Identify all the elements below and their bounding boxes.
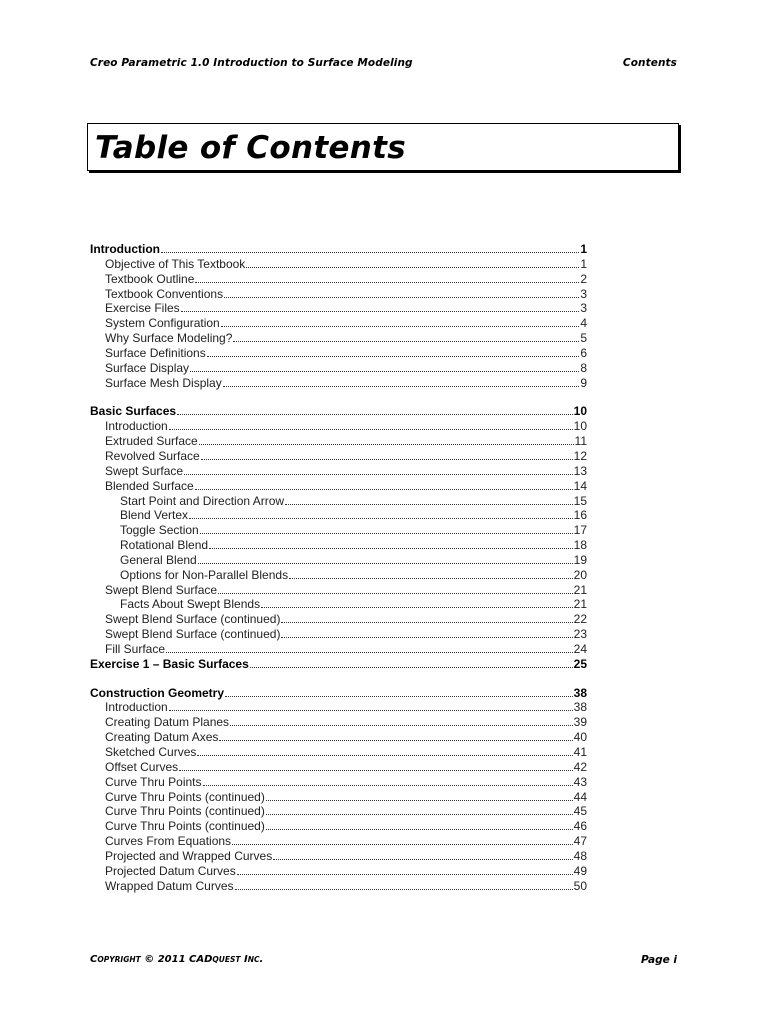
toc-entry-page: 50	[573, 878, 587, 893]
title-box	[87, 123, 679, 171]
toc-entry-label: Curve Thru Points (continued)	[105, 819, 265, 834]
toc-entry-label: Revolved Surface	[105, 448, 200, 463]
dot-leader	[223, 377, 580, 387]
toc-entry-label: Projected Datum Curves	[105, 863, 236, 878]
toc-entry-page: 38	[573, 685, 587, 700]
toc-entry-page: 12	[573, 448, 587, 463]
toc-entry[interactable]	[90, 287, 587, 302]
toc-entry-label: Creating Datum Planes	[105, 715, 230, 730]
toc-entry-page: 5	[580, 331, 587, 346]
toc-entry-label: Introduction	[105, 700, 168, 715]
toc-entry[interactable]	[90, 879, 587, 894]
toc-entry-page: 1	[580, 242, 587, 256]
toc-entry-page: 41	[573, 745, 587, 759]
toc-entry[interactable]	[90, 730, 587, 745]
toc-entry-label: Toggle Section	[120, 523, 199, 538]
page-title: Table of Contents	[95, 130, 406, 166]
dot-leader	[189, 509, 573, 519]
toc-entry-label: Introduction	[105, 419, 168, 434]
toc-entry-page: 3	[580, 301, 587, 316]
toc-entry-page: 40	[573, 730, 587, 745]
toc-entry-page: 23	[573, 627, 587, 642]
toc-entry-page: 10	[573, 404, 587, 419]
dot-leader	[219, 731, 572, 741]
toc-entry-label: Facts About Swept Blends	[120, 597, 261, 612]
dot-leader	[203, 776, 573, 786]
dot-leader	[195, 273, 579, 283]
toc-entry[interactable]	[90, 508, 587, 523]
toc-entry-label: Options for Non-Parallel Blends	[120, 567, 289, 582]
toc-entry-label: General Blend	[120, 552, 197, 567]
toc-entry-page: 10	[573, 419, 587, 434]
footer-copyright: COPYRIGHT © 2011 CADQUEST INC.	[90, 954, 264, 965]
toc-entry[interactable]	[90, 849, 587, 864]
toc-entry-page: 17	[573, 523, 587, 538]
toc-entry-page: 18	[573, 538, 587, 553]
toc-entry-label: Curve Thru Points (continued)	[105, 789, 265, 804]
toc-entry-label: Construction Geometry	[90, 685, 225, 700]
toc-entry[interactable]	[90, 612, 587, 627]
toc-entry[interactable]	[90, 361, 587, 376]
toc-entry-label: Exercise 1 – Basic Surfaces	[90, 656, 249, 671]
toc-entry[interactable]	[90, 464, 587, 479]
toc-entry-label: Surface Display	[105, 360, 190, 375]
toc-entry-label: Curve Thru Points (continued)	[105, 804, 265, 819]
toc-entry-page: 6	[580, 345, 587, 360]
toc-entry[interactable]	[90, 819, 587, 834]
running-header	[90, 57, 677, 69]
dot-leader	[184, 465, 573, 475]
header-book-title: Creo Parametric 1.0 Introduction to Surface Modeling	[90, 57, 413, 69]
toc-entry-page: 20	[573, 567, 587, 582]
toc-entry[interactable]	[90, 775, 587, 790]
toc-entry-page: 49	[573, 863, 587, 878]
dot-leader	[266, 820, 573, 830]
toc-entry-label: Blend Vertex	[120, 508, 189, 523]
dot-leader	[266, 805, 573, 815]
dot-leader	[179, 761, 573, 771]
dot-leader	[169, 420, 573, 430]
toc-entry-page: 19	[573, 552, 587, 567]
toc-entry-label: Surface Mesh Display	[105, 375, 222, 390]
toc-entry[interactable]	[90, 834, 587, 849]
toc-entry-page: 4	[580, 316, 587, 331]
dot-leader	[246, 258, 579, 268]
toc-entry-label: System Configuration	[105, 316, 220, 331]
dot-leader	[224, 288, 579, 298]
dot-leader	[289, 569, 573, 579]
toc-entry[interactable]	[90, 479, 587, 494]
toc-entry-label: Surface Definitions	[105, 345, 206, 360]
toc-entry-page: 46	[573, 819, 587, 834]
dot-leader	[273, 850, 572, 860]
toc-entry-label: Curve Thru Points	[105, 774, 202, 789]
toc-entry-page: 3	[580, 286, 587, 301]
dot-leader	[199, 435, 574, 445]
toc-entry-page: 47	[573, 834, 587, 849]
toc-entry[interactable]	[90, 419, 587, 434]
toc-entry-label: Swept Surface	[105, 463, 184, 478]
toc-entry-page: 14	[573, 478, 587, 493]
toc-entry-page: 8	[580, 360, 587, 375]
toc-entry[interactable]	[90, 449, 587, 464]
toc-entry-label: Introduction	[90, 242, 160, 256]
toc-entry[interactable]	[90, 790, 587, 805]
toc-entry[interactable]	[90, 804, 587, 819]
toc-entry-page: 11	[574, 434, 587, 449]
toc-entry-label: Swept Blend Surface	[105, 582, 218, 597]
toc-entry-page: 1	[580, 256, 587, 271]
toc-entry-label: Creating Datum Axes	[105, 730, 219, 745]
toc-entry[interactable]	[90, 242, 587, 257]
toc-entry-label: Textbook Outline	[105, 271, 195, 286]
toc-entry-label: Projected and Wrapped Curves	[105, 848, 273, 863]
toc-entry-page: 39	[573, 715, 587, 730]
toc-entry[interactable]	[90, 686, 587, 701]
toc-entry[interactable]	[90, 434, 587, 449]
dot-leader	[233, 332, 579, 342]
toc-entry-page: 21	[573, 582, 587, 597]
toc-entry[interactable]	[90, 331, 587, 346]
dot-leader	[169, 701, 573, 711]
toc-entry-label: Rotational Blend	[120, 538, 209, 553]
toc-entry[interactable]	[90, 272, 587, 287]
dot-leader	[197, 746, 572, 756]
footer-page-number: Page i	[640, 954, 677, 966]
toc-entry[interactable]	[90, 627, 587, 642]
toc-entry-page: 25	[573, 656, 587, 671]
dot-leader	[181, 302, 580, 312]
toc-entry[interactable]	[90, 642, 587, 657]
toc-entry-page: 21	[573, 597, 587, 612]
dot-leader	[209, 539, 573, 549]
dot-leader	[235, 880, 573, 890]
toc-entry[interactable]	[90, 523, 587, 538]
toc-entry-page: 16	[573, 508, 587, 523]
dot-leader	[232, 835, 573, 845]
dot-leader	[201, 450, 573, 460]
header-section-name: Contents	[622, 57, 677, 69]
dot-leader	[207, 347, 580, 357]
toc-section	[90, 242, 587, 390]
toc-entry-label: Basic Surfaces	[90, 404, 177, 419]
toc-entry-page: 38	[573, 700, 587, 715]
toc-entry-label: Swept Blend Surface (continued)	[105, 627, 281, 642]
toc-entry[interactable]	[90, 657, 587, 672]
toc-entry-page: 42	[573, 759, 587, 774]
toc-entry-label: Blended Surface	[105, 478, 194, 493]
toc-entry-page: 13	[573, 463, 587, 478]
dot-leader	[281, 628, 572, 638]
toc-entry[interactable]	[90, 568, 587, 583]
toc-entry-label: Why Surface Modeling?	[105, 331, 233, 346]
toc-entry[interactable]	[90, 316, 587, 331]
toc-entry[interactable]	[90, 404, 587, 419]
toc-entry-label: Extruded Surface	[105, 434, 198, 449]
toc-entry[interactable]	[90, 864, 587, 879]
toc-entry-label: Sketched Curves	[105, 745, 197, 759]
toc-entry-label: Textbook Conventions	[105, 286, 224, 301]
toc-entry[interactable]	[90, 715, 587, 730]
dot-leader	[281, 613, 572, 623]
toc-entry-page: 15	[573, 493, 587, 508]
toc-entry-page: 22	[573, 612, 587, 627]
toc-entry-label: Objective of This Textbook	[105, 256, 246, 271]
toc-entry[interactable]	[90, 346, 587, 361]
toc-entry[interactable]	[90, 494, 587, 509]
toc-section	[90, 686, 587, 894]
toc-entry[interactable]	[90, 597, 587, 612]
dot-leader	[190, 362, 579, 372]
dot-leader	[285, 495, 573, 505]
toc-entry-page: 43	[573, 774, 587, 789]
toc-entry-page: 24	[573, 641, 587, 656]
toc-entry-page: 44	[573, 789, 587, 804]
toc-entry[interactable]	[90, 301, 587, 316]
dot-leader	[250, 658, 573, 668]
toc-entry[interactable]	[90, 553, 587, 568]
toc-entry[interactable]	[90, 257, 587, 272]
dot-leader	[225, 687, 573, 697]
toc-section	[90, 404, 587, 671]
toc-entry-label: Start Point and Direction Arrow	[120, 493, 285, 508]
toc-entry-label: Fill Surface	[105, 641, 166, 656]
toc-entry-page: 9	[580, 375, 587, 390]
dot-leader	[161, 243, 579, 253]
dot-leader	[195, 480, 573, 490]
toc-entry-label: Exercise Files	[105, 301, 180, 316]
toc-entry-label: Offset Curves	[105, 759, 179, 774]
toc-entry[interactable]	[90, 760, 587, 775]
toc-entry[interactable]	[90, 538, 587, 553]
toc-entry[interactable]	[90, 376, 587, 391]
table-of-contents	[90, 242, 587, 907]
dot-leader	[237, 865, 573, 875]
toc-entry[interactable]	[90, 583, 587, 598]
dot-leader	[166, 643, 573, 653]
dot-leader	[177, 405, 573, 415]
dot-leader	[261, 598, 573, 608]
dot-leader	[218, 584, 573, 594]
toc-entry-page: 48	[573, 848, 587, 863]
dot-leader	[266, 791, 573, 801]
dot-leader	[200, 524, 573, 534]
dot-leader	[221, 317, 580, 327]
toc-entry-page: 45	[573, 804, 587, 819]
toc-entry-page: 2	[580, 271, 587, 286]
toc-entry[interactable]	[90, 745, 587, 760]
toc-entry-label: Wrapped Datum Curves	[105, 878, 234, 893]
toc-entry-label: Swept Blend Surface (continued)	[105, 612, 281, 627]
dot-leader	[198, 554, 573, 564]
toc-entry[interactable]	[90, 700, 587, 715]
toc-entry-label: Curves From Equations	[105, 834, 232, 849]
dot-leader	[230, 716, 573, 726]
